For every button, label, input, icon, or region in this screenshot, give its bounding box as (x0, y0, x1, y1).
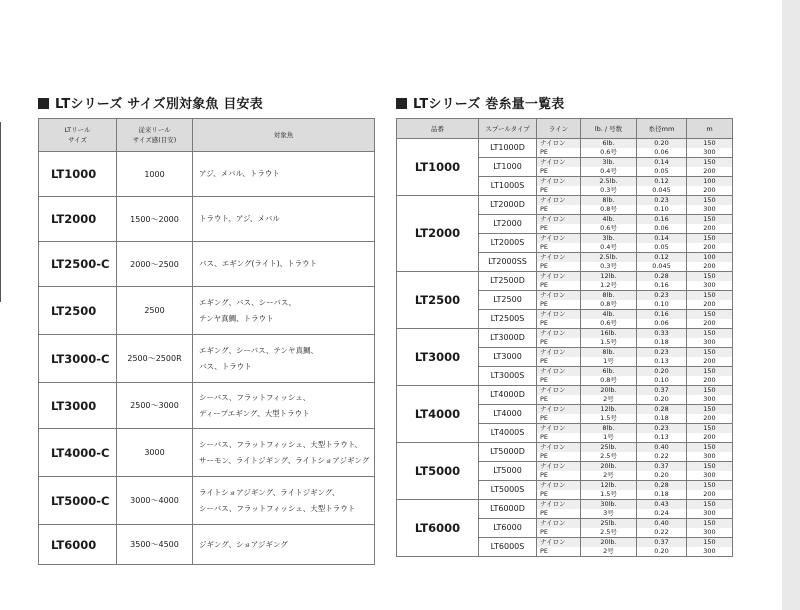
meters-cell: 150 (687, 139, 733, 149)
model-cell: LT2000 (39, 197, 117, 242)
line-type-cell: ナイロン (537, 500, 581, 510)
meters-cell: 150 (687, 462, 733, 472)
lb-number-cell: 2号 (581, 471, 637, 481)
table-header-row (39, 119, 375, 152)
table-row (39, 197, 375, 242)
capacity-cell: 2500～3000 (117, 383, 193, 429)
right-table-title-text: LTシリーズ 巻糸量一覧表 (413, 97, 565, 112)
lb-number-cell: 1.2号 (581, 281, 637, 291)
lb-number-cell: 3lb. (581, 234, 637, 244)
model-cell: LT4000 (397, 386, 479, 443)
lb-number-cell: 0.3号 (581, 186, 637, 196)
lb-number-cell: 2号 (581, 547, 637, 557)
diameter-cell: 0.10 (637, 205, 687, 215)
diameter-cell: 0.05 (637, 243, 687, 253)
lb-number-cell: 0.4号 (581, 167, 637, 177)
table-row (397, 196, 733, 206)
meters-cell: 200 (687, 224, 733, 234)
meters-cell: 300 (687, 509, 733, 519)
line-type-cell: ナイロン (537, 386, 581, 396)
model-cell: LT2500-C (39, 242, 117, 287)
table-row (397, 329, 733, 339)
size-target-fish-table (38, 118, 375, 565)
lb-number-cell: 12lb. (581, 481, 637, 491)
spool-type-cell: LT2000D (479, 196, 537, 215)
model-cell: LT2500 (39, 287, 117, 335)
table-row (397, 272, 733, 282)
meters-cell: 300 (687, 338, 733, 348)
line-type-cell: ナイロン (537, 291, 581, 301)
lb-number-cell: 0.3号 (581, 262, 637, 272)
lb-number-cell: 25lb. (581, 519, 637, 529)
target-fish-cell: バス、エギング(ライト)、トラウト (193, 242, 375, 287)
target-fish-cell: エギング、シーバス、テンヤ真鯛、 バス、トラウト (193, 335, 375, 383)
meters-cell: 300 (687, 395, 733, 405)
line-type-cell: ナイロン (537, 139, 581, 149)
meters-cell: 300 (687, 452, 733, 462)
spool-type-cell: LT5000S (479, 481, 537, 500)
diameter-cell: 0.22 (637, 528, 687, 538)
lb-number-cell: 8lb. (581, 348, 637, 358)
model-cell: LT2500 (397, 272, 479, 329)
line-type-cell: ナイロン (537, 424, 581, 434)
line-type-cell: ナイロン (537, 481, 581, 491)
left-table-title-text: LTシリーズ サイズ別対象魚 目安表 (55, 97, 263, 112)
lb-number-cell: 12lb. (581, 405, 637, 415)
target-fish-cell: シーバス、フラットフィッシュ、大型トラウト、 サーモン、ライトジギング、ライトショアジギング (193, 429, 375, 477)
line-type-cell: ナイロン (537, 405, 581, 415)
capacity-cell: 1000 (117, 152, 193, 197)
lb-number-cell: 6lb. (581, 139, 637, 149)
diameter-cell: 0.18 (637, 414, 687, 424)
lb-number-cell: 1号 (581, 433, 637, 443)
lb-number-cell: 2.5lb. (581, 177, 637, 187)
model-cell: LT1000 (39, 152, 117, 197)
diameter-cell: 0.33 (637, 329, 687, 339)
line-type-cell: PE (537, 528, 581, 538)
line-type-cell: ナイロン (537, 329, 581, 339)
model-cell: LT4000-C (39, 429, 117, 477)
diameter-cell: 0.045 (637, 262, 687, 272)
diameter-cell: 0.40 (637, 519, 687, 529)
spool-type-cell: LT5000 (479, 462, 537, 481)
line-type-cell: ナイロン (537, 367, 581, 377)
header-target-fish: 対象魚 (193, 119, 375, 152)
diameter-cell: 0.23 (637, 424, 687, 434)
lb-number-cell: 0.6号 (581, 148, 637, 158)
model-cell: LT5000 (397, 443, 479, 500)
line-type-cell: PE (537, 452, 581, 462)
spool-type-cell: LT4000 (479, 405, 537, 424)
diameter-cell: 0.20 (637, 547, 687, 557)
diameter-cell: 0.14 (637, 234, 687, 244)
diameter-cell: 0.06 (637, 148, 687, 158)
square-bullet-icon (38, 98, 49, 109)
table-row (39, 429, 375, 477)
diameter-cell: 0.22 (637, 452, 687, 462)
lb-number-cell: 20lb. (581, 538, 637, 548)
diameter-cell: 0.13 (637, 433, 687, 443)
spool-type-cell: LT6000S (479, 538, 537, 557)
diameter-cell: 0.18 (637, 490, 687, 500)
meters-cell: 150 (687, 215, 733, 225)
target-fish-cell: ライトショアジギング、ライトジギング、 シーバス、フラットフィッシュ、大型トラウト (193, 477, 375, 525)
meters-cell: 100 (687, 253, 733, 263)
model-cell: LT6000 (39, 525, 117, 565)
table-row (397, 500, 733, 510)
lb-number-cell: 4lb. (581, 215, 637, 225)
capacity-cell: 1500～2000 (117, 197, 193, 242)
model-cell: LT2000 (397, 196, 479, 272)
lb-number-cell: 0.8号 (581, 205, 637, 215)
lb-number-cell: 6lb. (581, 367, 637, 377)
capacity-cell: 3500～4500 (117, 525, 193, 565)
line-type-cell: PE (537, 471, 581, 481)
diameter-cell: 0.20 (637, 395, 687, 405)
diameter-cell: 0.18 (637, 338, 687, 348)
table-row (39, 525, 375, 565)
header-meters: m (687, 119, 733, 139)
lb-number-cell: 25lb. (581, 443, 637, 453)
lb-number-cell: 2号 (581, 395, 637, 405)
line-type-cell: PE (537, 376, 581, 386)
lb-number-cell: 3lb. (581, 158, 637, 168)
meters-cell: 150 (687, 291, 733, 301)
line-type-cell: ナイロン (537, 158, 581, 168)
model-cell: LT3000 (397, 329, 479, 386)
meters-cell: 200 (687, 243, 733, 253)
spool-type-cell: LT5000D (479, 443, 537, 462)
meters-cell: 150 (687, 348, 733, 358)
line-type-cell: ナイロン (537, 519, 581, 529)
spool-type-cell: LT3000D (479, 329, 537, 348)
meters-cell: 150 (687, 367, 733, 377)
line-type-cell: ナイロン (537, 443, 581, 453)
line-type-cell: PE (537, 205, 581, 215)
target-fish-cell: エギング、バス、シーバス、 テンヤ真鯛、トラウト (193, 287, 375, 335)
meters-cell: 100 (687, 177, 733, 187)
line-type-cell: PE (537, 414, 581, 424)
spool-type-cell: LT2500 (479, 291, 537, 310)
line-type-cell: PE (537, 300, 581, 310)
line-type-cell: PE (537, 243, 581, 253)
line-type-cell: ナイロン (537, 177, 581, 187)
lb-number-cell: 20lb. (581, 462, 637, 472)
line-type-cell: PE (537, 509, 581, 519)
diameter-cell: 0.20 (637, 367, 687, 377)
diameter-cell: 0.20 (637, 139, 687, 149)
diameter-cell: 0.43 (637, 500, 687, 510)
lb-number-cell: 1.5号 (581, 490, 637, 500)
lb-number-cell: 0.6号 (581, 319, 637, 329)
diameter-cell: 0.06 (637, 224, 687, 234)
spool-type-cell: LT2500S (479, 310, 537, 329)
meters-cell: 150 (687, 158, 733, 168)
header-diameter: 糸径mm (637, 119, 687, 139)
line-type-cell: PE (537, 281, 581, 291)
header-lt-size: LTリール サイズ (39, 119, 117, 152)
meters-cell: 300 (687, 205, 733, 215)
capacity-cell: 2000～2500 (117, 242, 193, 287)
lb-number-cell: 3号 (581, 509, 637, 519)
table-header-row (397, 119, 733, 139)
diameter-cell: 0.37 (637, 538, 687, 548)
diameter-cell: 0.045 (637, 186, 687, 196)
target-fish-cell: シーバス、フラットフィッシュ、 ディープエギング、大型トラウト (193, 383, 375, 429)
target-fish-cell: アジ、メバル、トラウト (193, 152, 375, 197)
table-row (39, 152, 375, 197)
spool-type-cell: LT2000 (479, 215, 537, 234)
diameter-cell: 0.16 (637, 310, 687, 320)
model-cell: LT5000-C (39, 477, 117, 525)
lb-number-cell: 0.8号 (581, 376, 637, 386)
lb-number-cell: 8lb. (581, 196, 637, 206)
header-line: ライン (537, 119, 581, 139)
meters-cell: 150 (687, 405, 733, 415)
diameter-cell: 0.24 (637, 509, 687, 519)
table-row (39, 383, 375, 429)
right-table-title (396, 93, 564, 112)
meters-cell: 150 (687, 538, 733, 548)
meters-cell: 300 (687, 547, 733, 557)
line-type-cell: PE (537, 262, 581, 272)
model-cell: LT3000-C (39, 335, 117, 383)
spool-type-cell: LT3000S (479, 367, 537, 386)
meters-cell: 150 (687, 481, 733, 491)
line-type-cell: PE (537, 224, 581, 234)
lb-number-cell: 20lb. (581, 386, 637, 396)
lb-number-cell: 1.5号 (581, 338, 637, 348)
lb-number-cell: 1.5号 (581, 414, 637, 424)
meters-cell: 200 (687, 376, 733, 386)
target-fish-cell: トラウト、アジ、メバル (193, 197, 375, 242)
meters-cell: 150 (687, 519, 733, 529)
line-type-cell: ナイロン (537, 196, 581, 206)
diameter-cell: 0.14 (637, 158, 687, 168)
spool-type-cell: LT4000S (479, 424, 537, 443)
meters-cell: 150 (687, 500, 733, 510)
lb-number-cell: 1号 (581, 357, 637, 367)
meters-cell: 200 (687, 414, 733, 424)
target-fish-cell: ジギング、ショアジギング (193, 525, 375, 565)
line-type-cell: ナイロン (537, 538, 581, 548)
header-conventional-size: 従来リール サイズ感(目安) (117, 119, 193, 152)
capacity-cell: 3000～4000 (117, 477, 193, 525)
meters-cell: 150 (687, 443, 733, 453)
diameter-cell: 0.28 (637, 405, 687, 415)
lb-number-cell: 12lb. (581, 272, 637, 282)
square-bullet-icon (396, 98, 407, 109)
diameter-cell: 0.16 (637, 281, 687, 291)
line-type-cell: ナイロン (537, 253, 581, 263)
lb-number-cell: 0.6号 (581, 224, 637, 234)
meters-cell: 200 (687, 319, 733, 329)
spool-type-cell: LT6000D (479, 500, 537, 519)
line-type-cell: ナイロン (537, 215, 581, 225)
meters-cell: 300 (687, 281, 733, 291)
table-row (397, 443, 733, 453)
table-row (39, 477, 375, 525)
model-cell: LT3000 (39, 383, 117, 429)
diameter-cell: 0.23 (637, 196, 687, 206)
meters-cell: 150 (687, 310, 733, 320)
spool-type-cell: LT6000 (479, 519, 537, 538)
meters-cell: 150 (687, 329, 733, 339)
meters-cell: 300 (687, 528, 733, 538)
meters-cell: 300 (687, 471, 733, 481)
table-row (39, 287, 375, 335)
diameter-cell: 0.06 (637, 319, 687, 329)
diameter-cell: 0.16 (637, 215, 687, 225)
line-type-cell: PE (537, 433, 581, 443)
spool-type-cell: LT2000SS (479, 253, 537, 272)
header-lb-number: lb. / 号数 (581, 119, 637, 139)
diameter-cell: 0.12 (637, 253, 687, 263)
spool-type-cell: LT3000 (479, 348, 537, 367)
meters-cell: 200 (687, 167, 733, 177)
lb-number-cell: 30lb. (581, 500, 637, 510)
diameter-cell: 0.05 (637, 167, 687, 177)
table-row (39, 242, 375, 287)
left-table-title (38, 93, 263, 112)
line-type-cell: PE (537, 357, 581, 367)
line-type-cell: ナイロン (537, 310, 581, 320)
meters-cell: 150 (687, 424, 733, 434)
diameter-cell: 0.40 (637, 443, 687, 453)
line-type-cell: PE (537, 338, 581, 348)
line-type-cell: ナイロン (537, 348, 581, 358)
line-type-cell: PE (537, 490, 581, 500)
meters-cell: 200 (687, 186, 733, 196)
model-cell: LT6000 (397, 500, 479, 557)
spool-type-cell: LT2500D (479, 272, 537, 291)
meters-cell: 200 (687, 300, 733, 310)
diameter-cell: 0.37 (637, 462, 687, 472)
meters-cell: 200 (687, 433, 733, 443)
line-type-cell: PE (537, 395, 581, 405)
line-type-cell: PE (537, 547, 581, 557)
line-type-cell: ナイロン (537, 462, 581, 472)
diameter-cell: 0.28 (637, 272, 687, 282)
lb-number-cell: 4lb. (581, 310, 637, 320)
line-type-cell: ナイロン (537, 234, 581, 244)
meters-cell: 200 (687, 357, 733, 367)
diameter-cell: 0.23 (637, 348, 687, 358)
page-edge-strip (782, 0, 800, 610)
lb-number-cell: 2.5号 (581, 528, 637, 538)
diameter-cell: 0.37 (637, 386, 687, 396)
meters-cell: 300 (687, 148, 733, 158)
spool-type-cell: LT1000D (479, 139, 537, 158)
diameter-cell: 0.10 (637, 376, 687, 386)
capacity-cell: 2500～2500R (117, 335, 193, 383)
table-row (397, 139, 733, 149)
diameter-cell: 0.20 (637, 471, 687, 481)
line-type-cell: PE (537, 186, 581, 196)
lb-number-cell: 8lb. (581, 424, 637, 434)
spool-type-cell: LT2000S (479, 234, 537, 253)
spool-type-cell: LT1000 (479, 158, 537, 177)
diameter-cell: 0.13 (637, 357, 687, 367)
capacity-cell: 3000 (117, 429, 193, 477)
header-spool-type: スプールタイプ (479, 119, 537, 139)
lb-number-cell: 0.4号 (581, 243, 637, 253)
diameter-cell: 0.23 (637, 291, 687, 301)
diameter-cell: 0.28 (637, 481, 687, 491)
header-model: 品番 (397, 119, 479, 139)
meters-cell: 150 (687, 272, 733, 282)
model-cell: LT1000 (397, 139, 479, 196)
table-row (397, 386, 733, 396)
line-type-cell: PE (537, 167, 581, 177)
lb-number-cell: 8lb. (581, 291, 637, 301)
line-type-cell: ナイロン (537, 272, 581, 282)
spool-type-cell: LT1000S (479, 177, 537, 196)
line-type-cell: PE (537, 148, 581, 158)
lb-number-cell: 2.5lb. (581, 253, 637, 263)
meters-cell: 200 (687, 262, 733, 272)
lb-number-cell: 0.8号 (581, 300, 637, 310)
edge-marker (0, 122, 1, 302)
line-capacity-table (396, 118, 733, 557)
lb-number-cell: 16lb. (581, 329, 637, 339)
meters-cell: 150 (687, 196, 733, 206)
diameter-cell: 0.10 (637, 300, 687, 310)
table-row (39, 335, 375, 383)
meters-cell: 200 (687, 490, 733, 500)
meters-cell: 150 (687, 386, 733, 396)
spool-type-cell: LT4000D (479, 386, 537, 405)
meters-cell: 150 (687, 234, 733, 244)
lb-number-cell: 2.5号 (581, 452, 637, 462)
diameter-cell: 0.12 (637, 177, 687, 187)
capacity-cell: 2500 (117, 287, 193, 335)
line-type-cell: PE (537, 319, 581, 329)
